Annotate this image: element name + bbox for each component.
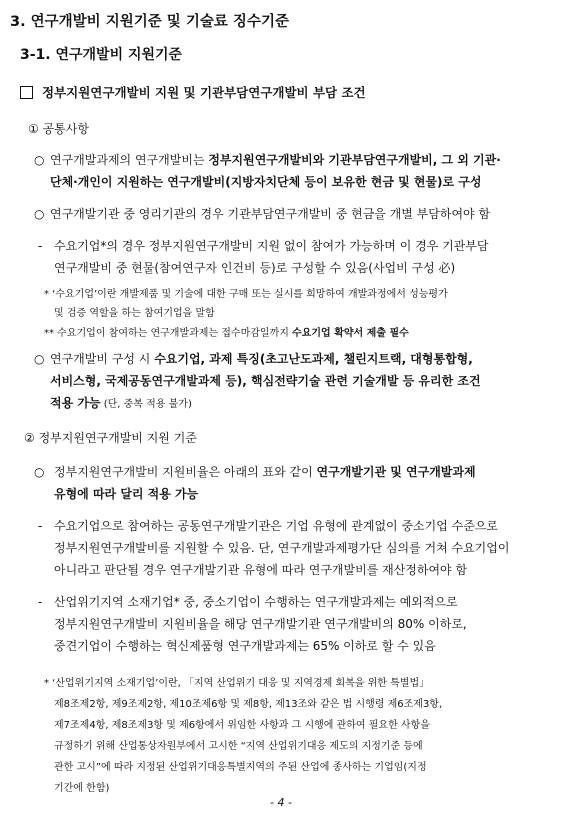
footnote-line: ** 수요기업이 참여하는 연구개발과제는 접수마감일까지 수요기업 확약서 제출 필수 <box>44 328 409 339</box>
footnote-line: 제8조제2항, 제9조제2항, 제10조제6항 및 제8항, 제13조와 같은 법 시행령 제6조제3항, <box>54 699 443 710</box>
paragraph-line: 연구개발비 중 현물(참여연구자 인건비 등)로 구성할 수 있음(사업비 구성 必) <box>54 261 456 275</box>
paragraph-line: 서비스형, 국제공동연구개발과제 등), 핵심전략기술 관련 기술개발 등 유리한 조건 <box>50 374 481 388</box>
bullet-dash: - <box>38 595 43 609</box>
footnote-line: 및 검증 역할을 하는 참여기업을 말함 <box>54 308 215 319</box>
footnote-line: 규정하기 위해 산업통상자원부에서 고시한 “지역 산업위기대응 제도의 지정기준 등에 <box>54 741 423 752</box>
paragraph-line: 적용 가능 (단, 중복 적용 불가) <box>50 396 192 410</box>
section-heading: 3-1. 연구개발비 지원기준 <box>20 47 183 63</box>
bullet-circle: ○ <box>34 153 45 167</box>
bullet-circle: ○ <box>34 465 45 479</box>
paragraph-line: 정부지원연구개발비를 지원할 수 있음. 단, 연구개발과제평가단 심의를 거쳐 수요기업이 <box>54 541 510 555</box>
item-common: ① 공통사항 <box>28 122 89 136</box>
footnote-line: * ‘산업위기지역 소재기업’이란, 「지역 산업위기 대응 및 지역경제 회복을 위한 특별법」 <box>44 678 430 689</box>
checkbox-square-icon <box>20 86 33 99</box>
paragraph-line: 수요기업으로 참여하는 공동연구개발기관은 기업 유형에 관계없이 중소기업 수준으로 <box>54 519 499 533</box>
paragraph-line: 산업위기지역 소재기업* 중, 중소기업이 수행하는 연구개발과제는 예외적으로 <box>54 595 458 609</box>
paragraph-line: 정부지원연구개발비 지원비율은 아래의 표와 같이 연구개발기관 및 연구개발과제 <box>54 465 476 479</box>
bullet-circle: ○ <box>34 352 45 366</box>
paragraph-line: 연구개발비 구성 시 수요기업, 과제 특징(초고난도과제, 챌린지트랙, 대형통합형, <box>50 352 473 366</box>
footnote-line: * ‘수요기업’이란 개발제품 및 기술에 대한 구매 또는 실시를 희망하여 개발과정에서 성능평가 <box>44 289 448 300</box>
item-government-support: ② 정부지원연구개발비 지원 기준 <box>24 431 197 445</box>
subsection-label: 정부지원연구개발비 지원 및 기관부담연구개발비 부담 조건 <box>42 85 366 100</box>
bullet-dash: - <box>38 239 43 253</box>
footnote-line: 기간에 한함) <box>54 783 110 794</box>
paragraph-line: 단체·개인이 지원하는 연구개발비(지방자치단체 등이 보유한 현금 및 현물)로 구성 <box>50 175 482 189</box>
bullet-circle: ○ <box>34 207 45 221</box>
paragraph-line: 수요기업*의 경우 정부지원연구개발비 지원 없이 참여가 가능하며 이 경우 기관부담 <box>54 239 489 253</box>
paragraph-line: 중견기업이 수행하는 혁신제품형 연구개발과제는 65% 이하로 할 수 있음 <box>54 639 436 653</box>
paragraph-line: 정부지원연구개발비 지원비율을 해당 연구개발기관 연구개발비의 80% 이하로, <box>54 617 467 631</box>
paragraph-line: 연구개발과제의 연구개발비는 정부지원연구개발비와 기관부담연구개발비, 그 외 기관· <box>50 153 501 167</box>
footnote-line: 관한 고시”에 따라 지정된 산업위기대응특별지역의 주된 산업에 종사하는 기업임(지정 <box>54 762 427 773</box>
paragraph-line: 연구개발기관 중 영리기관의 경우 기관부담연구개발비 중 현금을 개별 부담하여야 함 <box>50 207 491 221</box>
paragraph-line: 아니라고 판단될 경우 연구개발기관 유형에 따라 연구개발비를 재산정하여야 함 <box>54 563 468 577</box>
page-title: 3. 연구개발비 지원기준 및 기술료 징수기준 <box>10 14 289 30</box>
page-number: - 4 - <box>270 796 292 809</box>
subsection-heading <box>20 83 366 101</box>
bullet-dash: - <box>38 519 43 533</box>
footnote-line: 제7조제4항, 제8조제3항 및 제6항에서 위임한 사항과 그 시행에 관하여 필요한 사항을 <box>54 720 430 731</box>
paragraph-line: 유형에 따라 달리 적용 가능 <box>54 487 199 501</box>
